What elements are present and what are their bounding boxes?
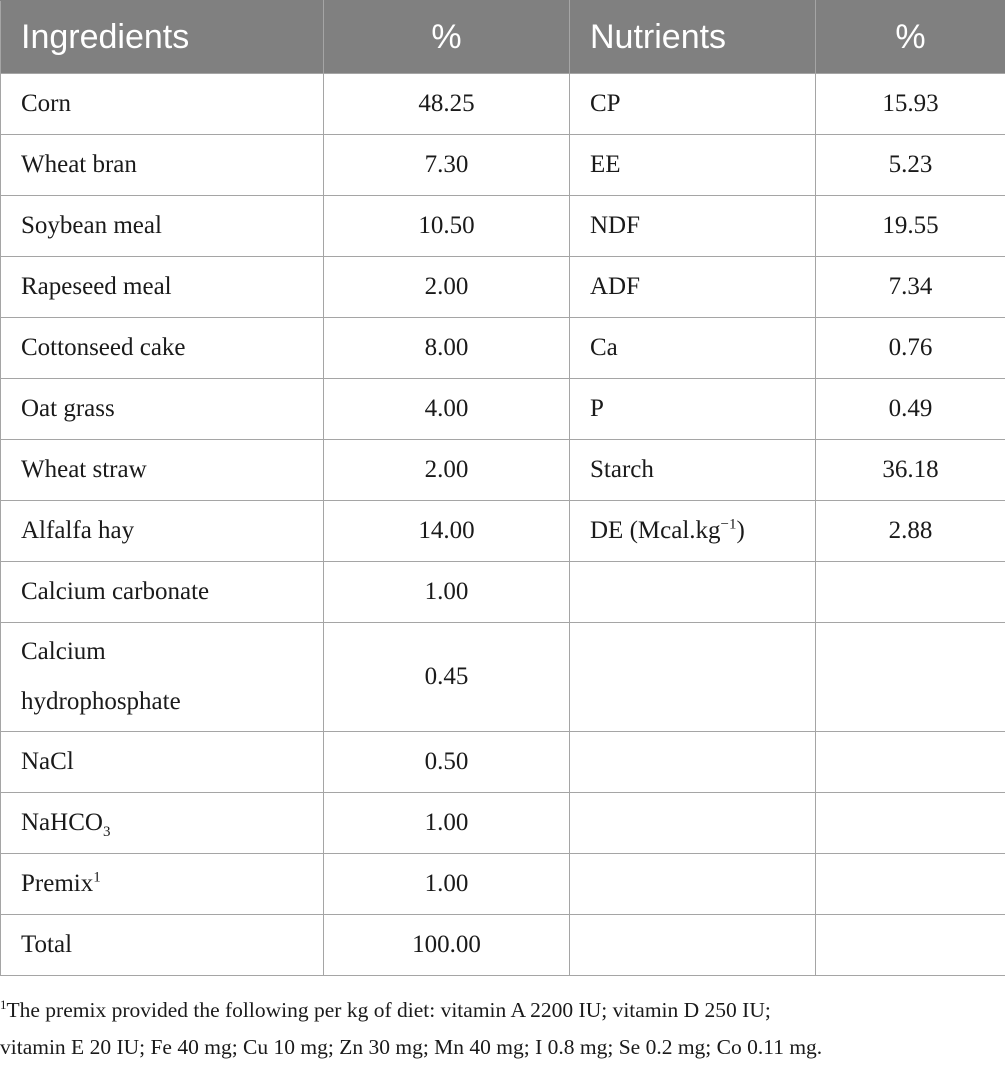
table-row <box>1 623 1005 732</box>
table-row <box>1 501 1005 562</box>
table-row-total <box>1 915 1005 976</box>
ingredient-name: Wheat straw <box>1 440 324 501</box>
empty-cell <box>816 915 1005 976</box>
ingredient-percent: 7.30 <box>324 135 570 196</box>
footnote-marker: 1 <box>0 997 7 1012</box>
ingredient-name-base: NaHCO <box>21 809 103 836</box>
ingredient-percent: 4.00 <box>324 379 570 440</box>
ingredient-name: Wheat bran <box>1 135 324 196</box>
ingredient-percent: 0.45 <box>324 623 570 732</box>
table-header-row <box>1 1 1005 74</box>
ingredient-percent: 1.00 <box>324 793 570 854</box>
nutrient-name: Starch <box>570 440 816 501</box>
table-row <box>1 196 1005 257</box>
table-row <box>1 440 1005 501</box>
ingredient-name-line1: Calcium <box>21 638 106 665</box>
nutrient-percent: 36.18 <box>816 440 1005 501</box>
footnote-line1 <box>0 992 1005 1029</box>
table-footnote <box>0 992 1005 1066</box>
ingredient-name: Rapeseed meal <box>1 257 324 318</box>
ingredient-name <box>1 793 324 854</box>
nutrient-percent: 19.55 <box>816 196 1005 257</box>
nutrient-name: Ca <box>570 318 816 379</box>
nutrient-name: EE <box>570 135 816 196</box>
ingredient-percent: 1.00 <box>324 562 570 623</box>
empty-cell <box>570 623 816 732</box>
table-row <box>1 135 1005 196</box>
nutrient-name <box>570 501 816 562</box>
ingredient-percent: 8.00 <box>324 318 570 379</box>
table-row <box>1 854 1005 915</box>
ingredient-name-base: Premix <box>21 870 94 897</box>
empty-cell <box>816 732 1005 793</box>
ingredient-percent: 2.00 <box>324 440 570 501</box>
nutrient-name: P <box>570 379 816 440</box>
empty-cell <box>816 793 1005 854</box>
empty-cell <box>570 915 816 976</box>
nutrient-percent: 7.34 <box>816 257 1005 318</box>
ingredient-name: Oat grass <box>1 379 324 440</box>
empty-cell <box>816 623 1005 732</box>
ingredient-name-line2: hydrophosphate <box>21 688 181 715</box>
ingredient-name: Soybean meal <box>1 196 324 257</box>
empty-cell <box>816 562 1005 623</box>
ingredient-name <box>1 854 324 915</box>
header-nutrient-percent: % <box>816 1 1005 74</box>
nutrient-percent: 5.23 <box>816 135 1005 196</box>
table-row <box>1 257 1005 318</box>
footnote-marker: 1 <box>93 869 101 886</box>
table-row <box>1 793 1005 854</box>
ingredient-percent: 48.25 <box>324 74 570 135</box>
ingredient-percent: 10.50 <box>324 196 570 257</box>
table-row <box>1 74 1005 135</box>
ingredient-percent: 1.00 <box>324 854 570 915</box>
nutrient-name: ADF <box>570 257 816 318</box>
nutrient-name: NDF <box>570 196 816 257</box>
header-nutrients: Nutrients <box>570 1 816 74</box>
header-ingredient-percent: % <box>324 1 570 74</box>
ingredient-name: Alfalfa hay <box>1 501 324 562</box>
footnote-text-line2: vitamin E 20 IU; Fe 40 mg; Cu 10 mg; Zn 30 mg; Mn 40 mg; I 0.8 mg; Se 0.2 mg; Co 0.11 mg. <box>0 1035 823 1059</box>
nutrient-name-base: DE (Mcal.kg <box>590 517 721 544</box>
empty-cell <box>570 854 816 915</box>
footnote-text-line1: The premix provided the following per kg of diet: vitamin A 2200 IU; vitamin D 250 IU; <box>6 998 771 1022</box>
table-row <box>1 379 1005 440</box>
nutrient-percent: 2.88 <box>816 501 1005 562</box>
ingredient-name: Total <box>1 915 324 976</box>
table-row <box>1 732 1005 793</box>
table-row <box>1 562 1005 623</box>
empty-cell <box>570 562 816 623</box>
nutrient-unit-exponent: −1 <box>720 516 737 533</box>
header-ingredients: Ingredients <box>1 1 324 74</box>
empty-cell <box>570 732 816 793</box>
ingredient-name: Calcium carbonate <box>1 562 324 623</box>
ingredient-percent: 14.00 <box>324 501 570 562</box>
ingredient-name: NaCl <box>1 732 324 793</box>
ingredient-percent: 2.00 <box>324 257 570 318</box>
ingredient-name <box>1 623 324 732</box>
ingredient-percent: 100.00 <box>324 915 570 976</box>
ingredient-subscript: 3 <box>102 824 111 840</box>
ingredient-percent: 0.50 <box>324 732 570 793</box>
nutrient-name-close: ) <box>736 517 745 544</box>
nutrient-percent: 0.49 <box>816 379 1005 440</box>
nutrient-percent: 0.76 <box>816 318 1005 379</box>
ingredient-name: Corn <box>1 74 324 135</box>
table-row <box>1 318 1005 379</box>
nutrient-percent: 15.93 <box>816 74 1005 135</box>
empty-cell <box>816 854 1005 915</box>
ingredient-name: Cottonseed cake <box>1 318 324 379</box>
empty-cell <box>570 793 816 854</box>
nutrient-name: CP <box>570 74 816 135</box>
